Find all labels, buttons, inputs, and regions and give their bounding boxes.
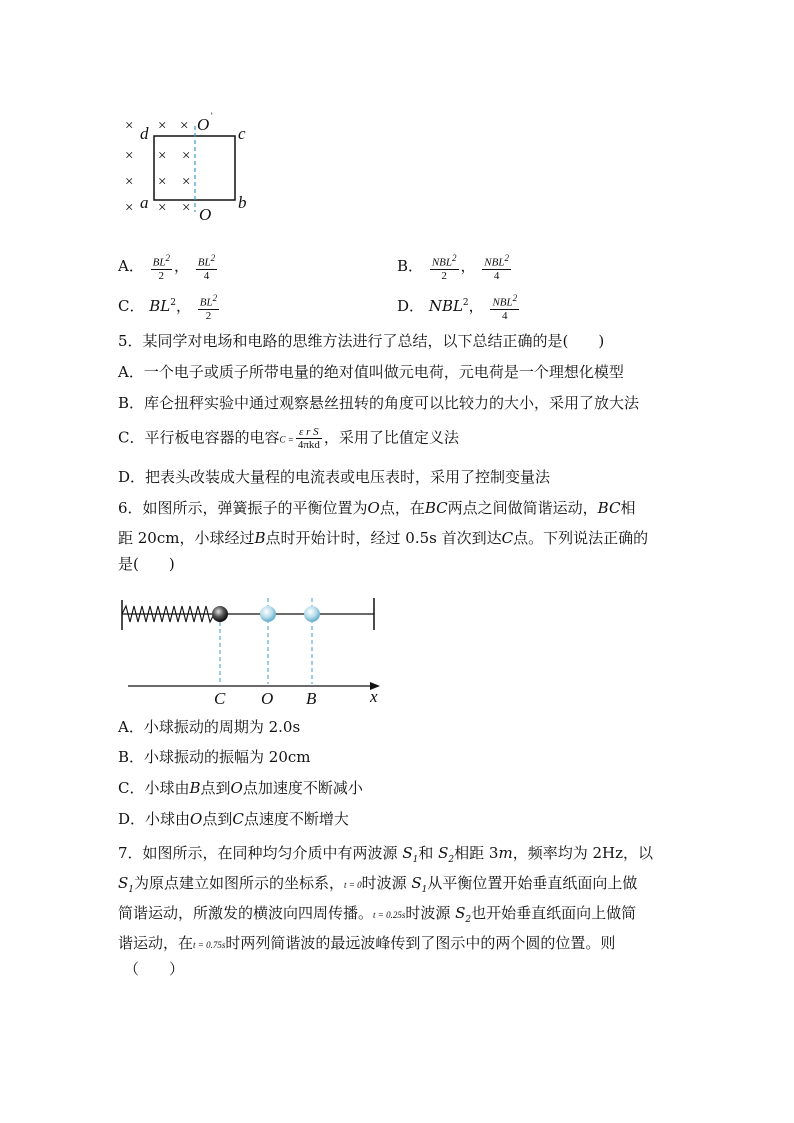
axis-label-b: B [306, 689, 317, 707]
q6-stem-line1: 6．如图所示，弹簧振子的平衡位置为O点，在BC两点之间做简谐运动，BC相 [118, 499, 636, 517]
ball-at-o [260, 606, 276, 622]
field-cross: × [158, 148, 167, 164]
label-d: d [140, 124, 149, 143]
fraction: $\frac{NBL^2}{4}$ [492, 293, 518, 322]
fraction: $\frac{BL^2}{2}$ [152, 253, 170, 282]
q7-stem-line4: 谐运动，在t = 0.75s时两列简谐波的最远波峰传到了图示中的两个圆的位置。则 [118, 934, 616, 952]
q5-option-a[interactable]: A．一个电子或质子所带电量的绝对值叫做元电荷，元电荷是一个理想化模型 [118, 363, 624, 381]
fraction: $\frac{BL^2}{4}$ [197, 253, 216, 282]
q7-stem-line2: $S_1$为原点建立如图所示的坐标系，t = 0时波源 $S_1$从平衡位置开始垂直纸面向上做 [118, 874, 638, 895]
field-cross: × [180, 118, 189, 134]
q4-option-d[interactable]: D． NBL$^2$， $\frac{NBL^2}{4}$ [397, 293, 518, 322]
field-cross: × [125, 148, 134, 164]
field-cross: × [125, 118, 134, 134]
label-a: a [140, 193, 149, 212]
prime-mark: ' [211, 111, 213, 121]
field-cross: × [125, 200, 134, 216]
label-o-prime: O [197, 115, 210, 134]
label-o: O [199, 205, 212, 223]
ball-at-c [212, 606, 228, 622]
fraction: $\frac{NBL^2}{4}$ [484, 253, 509, 282]
q6-option-d[interactable]: D．小球由O点到C点速度不断增大 [118, 810, 349, 828]
label-c: c [238, 124, 246, 143]
q6-option-c[interactable]: C．小球由B点到O点加速度不断减小 [118, 779, 363, 797]
field-cross: × [158, 118, 167, 134]
spring-oscillator-figure [118, 592, 388, 707]
field-cross: × [182, 200, 191, 216]
spring [122, 606, 214, 622]
q6-option-b[interactable]: B．小球振动的振幅为 20cm [118, 748, 311, 766]
q4-option-b[interactable]: B． $\frac{NBL^2}{2}$ ， $\frac{NBL^2}{4}$ [397, 253, 509, 282]
axis-label-x: x [370, 687, 378, 706]
field-cross: × [182, 148, 191, 164]
ball-at-b [304, 606, 320, 622]
q4-option-a[interactable]: A． $\frac{BL^2}{2}$ ， $\frac{BL^2}{4}$ [118, 253, 216, 282]
field-cross: × [158, 200, 167, 216]
field-cross: × [125, 174, 134, 190]
capacitance-formula: $\frac{\text{ε r S}}{\text{4πkd}}$ [297, 426, 320, 451]
axis-label-c: C [214, 689, 226, 707]
q6-option-a[interactable]: A．小球振动的周期为 2.0s [118, 718, 301, 736]
q6-stem-line3: 是( ) [118, 555, 175, 573]
field-cross: × [158, 174, 167, 190]
axis-label-o: O [261, 689, 274, 707]
q4-option-c[interactable]: C． $BL^2$， $\frac{BL^2}{2}$ [118, 293, 218, 322]
q7-stem-line1: 7．如图所示，在同种均匀介质中有两波源 $S_1$和 $S_2$相距 3m，频率均为 2Hz，以 [118, 844, 653, 865]
q5-option-d[interactable]: D．把表头改装成大量程的电流表或电压表时，采用了控制变量法 [118, 468, 551, 486]
fraction: $\frac{NBL^2}{2}$ [431, 253, 457, 282]
q6-stem-line2: 距 20cm，小球经过B点时开始计时，经过 0.5s 首次到达C点。下列说法正确的 [118, 529, 649, 547]
magnetic-field-figure [118, 108, 258, 223]
fraction: $\frac{BL^2}{2}$ [199, 293, 218, 322]
q5-option-b[interactable]: B．库仑扭秤实验中通过观察悬丝扭转的角度可以比较力的大小，采用了放大法 [118, 394, 640, 412]
q5-option-c[interactable]: C．平行板电容器的电容C = $\frac{\text{ε r S}}{\text{4πkd}}$ ，采用了比值定义法 [118, 426, 459, 451]
q5-stem: 5．某同学对电场和电路的思维方法进行了总结，以下总结正确的是( ) [118, 332, 605, 350]
field-cross: × [182, 174, 191, 190]
q7-stem-line3: 简谐运动，所激发的横波向四周传播。t = 0.25s时波源 $S_2$也开始垂直纸面向上做简 [118, 904, 637, 925]
label-b: b [238, 193, 247, 212]
q7-stem-line5: （ ） [124, 960, 185, 978]
